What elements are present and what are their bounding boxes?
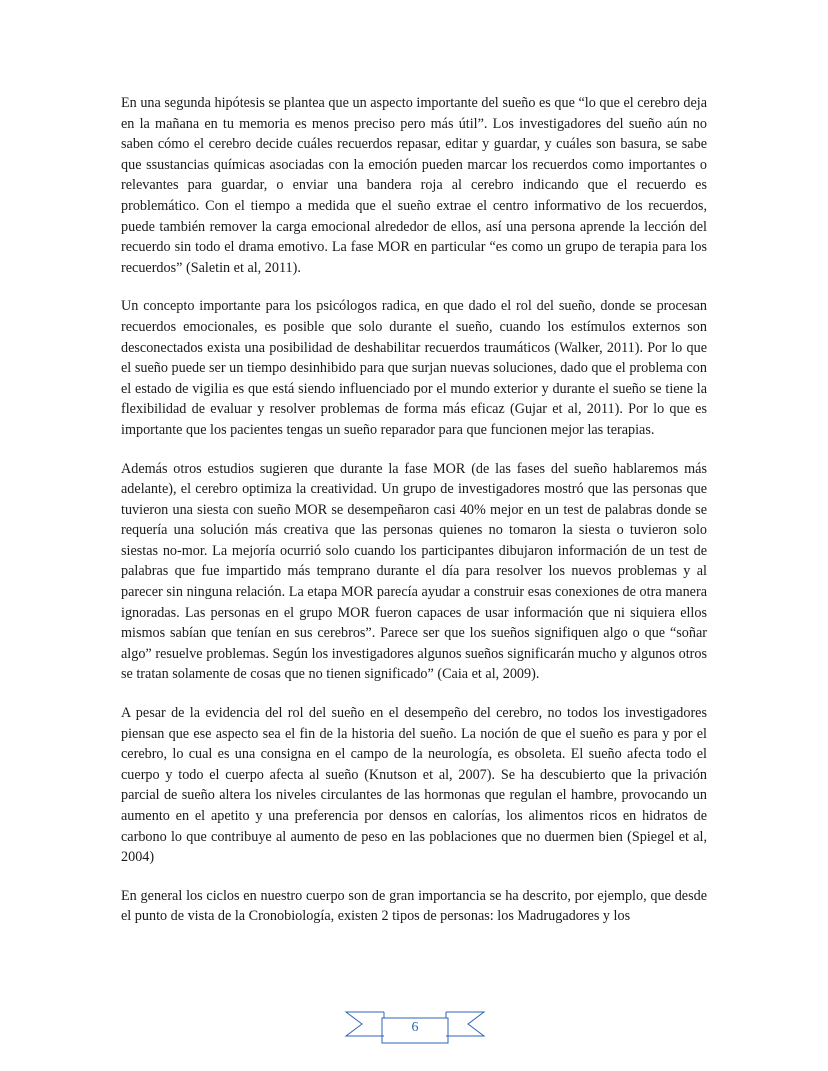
paragraph-2: Un concepto importante para los psicólogos radica, en que dado el rol del sueño, donde se procesan recuerdos emocionales, es posible que solo durante el sueño, cuando los estímulos externos son desconectados exista una posibilidad de deshabilitar recuerdos traumáticos (Walker, 2011). Por lo que el sueño puede ser un tiempo desinhibido para que surjan nuevas soluciones, dado que el problema con el estado de vigilia es que está siendo influenciado por el mundo exterior y durante el sueño se tiene la flexibilidad de evaluar y resolver problemas de forma más eficaz (Gujar et al, 2011). Por lo que es importante que los pacientes tengas un sueño reparador para que funcionen mejor las terapias. xyxy=(121,298,707,438)
page-footer xyxy=(344,1003,486,1045)
paragraph-1: En una segunda hipótesis se plantea que un aspecto importante del sueño es que “lo que el cerebro deja en la mañana en tu memoria es menos preciso pero más útil”. Los investigadores del sueño aún no saben cómo el cerebro decide cuáles recuerdos repasar, editar y guardar, y cuáles son basura, se sabe que ssustancias químicas asociadas con la emoción pueden marcar los recuerdos como importantes o relevantes para guardar, o enviar una bandera roja al cerebro indicando que el recuerdo es problemático. Con el tiempo a medida que el sueño extrae el centro informativo de los recuerdos, puede también remover la carga emocional alrededor de ellos, así una persona aprende la lección del recuerdo sin todo el drama emotivo. La fase MOR en particular “es como un grupo de terapia para los recuerdos” (Saletin et al, 2011). xyxy=(121,95,707,276)
paragraph-4: A pesar de la evidencia del rol del sueño en el desempeño del cerebro, no todos los investigadores piensan que ese aspecto sea el fin de la historia del sueño. La noción de que el sueño es para y por el cerebro, lo cual es una consigna en el campo de la neurología, es obsoleta. El sueño afecta todo el cuerpo y todo el cuerpo afecta al sueño (Knutson et al, 2007). Se ha descubierto que la privación parcial de sueño altera los niveles circulantes de las hormonas que regulan el hambre, provocando un aumento en el apetito y una preferencia por densos en calorías, los alimentos ricos en hidratos de carbono lo que contribuye al aumento de peso en las poblaciones que no duermen bien (Spiegel et al, 2004) xyxy=(121,705,707,866)
paragraph-3: Además otros estudios sugieren que durante la fase MOR (de las fases del sueño hablaremos más adelante), el cerebro optimiza la creatividad. Un grupo de investigadores mostró que las personas que tuvieron una siesta con sueño MOR se desempeñaron casi 40% mejor en un test de palabras donde se requería una solución más creativa que las personas quienes no tomaron la siesta o tuvieron solo siestas no-mor. La mejoría ocurrió solo cuando los participantes dibujaron información de un test de palabras que fue impartido más temprano durante el día para resolver los nuevos problemas y al parecer sin ninguna relación. La etapa MOR parecía ayudar a construir esas conexiones de otra manera ignoradas. Las personas en el grupo MOR fueron capaces de usar información que ni siquiera ellos mismos sabían que tenían en sus cerebros”. Parece ser que los sueños signifiquen algo o que “soñar algo” resuelve problemas. Según los investigadores algunos sueños significarán mucho y algunos otros se tratan solamente de cosas que no tienen significado” (Caia et al, 2009). xyxy=(121,460,707,683)
page-number: 6 xyxy=(411,1020,419,1035)
paragraph-5: En general los ciclos en nuestro cuerpo son de gran importancia se ha descrito, por ejemplo, que desde el punto de vista de la Cronobiología, existen 2 tipos de personas: los Madrugadores y los xyxy=(121,887,707,925)
body-text xyxy=(121,93,707,945)
